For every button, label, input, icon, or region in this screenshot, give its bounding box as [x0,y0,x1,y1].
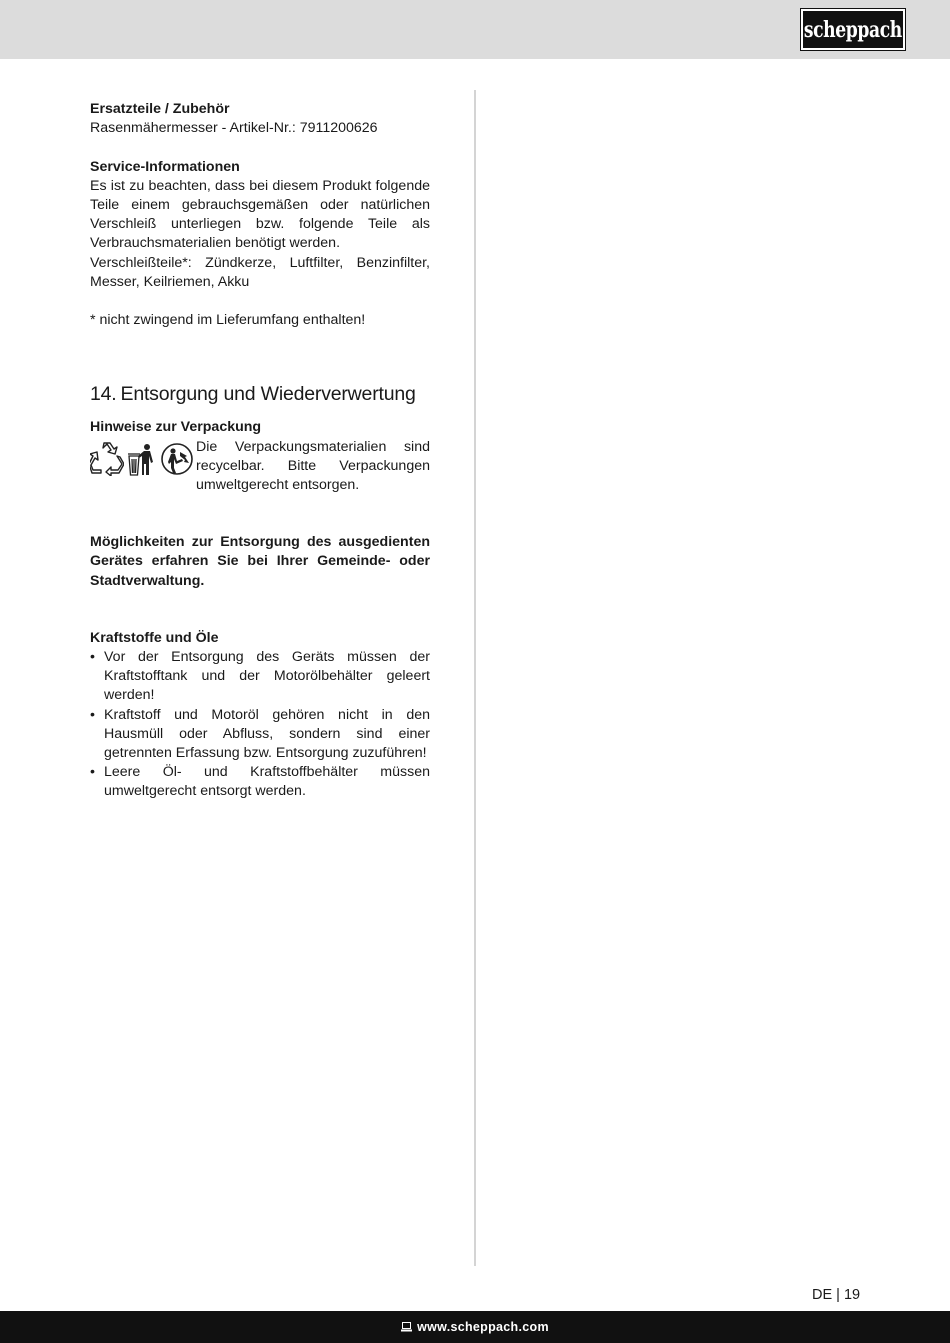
list-item: • Kraftstoff und Motoröl gehören nicht in den Hausmüll oder Abfluss, sondern sind einer getrennten Erfassung bzw. Entsorgung zuzuführen! [90,706,430,764]
recycle-person-icon [160,442,194,476]
page-number [812,1285,860,1305]
computer-icon [401,1322,412,1332]
page-separator: | [836,1287,840,1303]
left-column [90,100,430,802]
footer-url[interactable]: www.scheppach.com [417,1320,549,1334]
spacer [90,292,430,311]
packaging-heading: Hinweise zur Verpackung [90,419,262,436]
page-number-value: 19 [843,1287,861,1303]
recycling-icon [90,442,124,476]
brand-logo-text: scheppach [803,16,903,43]
spacer [90,138,430,157]
section-title [90,382,430,406]
service-heading: Service-Informationen [90,158,240,175]
packaging-row [90,438,430,496]
page-lang: DE [812,1287,833,1303]
section-title-text: Entsorgung und Wiederverwertung [120,383,416,406]
service-paragraph: Es ist zu beachten, dass bei diesem Produkt folgende Teile einem gebrauchsgemäßen oder natürlichen Verschleiß unterliegen bzw. folgende Teile als Verbrauchsmaterialien benötigt werden. [90,177,430,252]
brand-logo [801,9,905,50]
list-item: • Vor der Entsorgung des Geräts müssen der Kraftstofftank und der Motorölbehälter geleert werden! [90,648,430,706]
spare-parts-heading: Ersatzteile / Zubehör [90,101,230,117]
footnote: * nicht zwingend im Lieferumfang enthalten! [90,312,366,329]
column-divider [474,90,476,1266]
fuels-list [90,648,430,802]
fuels-heading: Kraftstoffe und Öle [90,629,219,646]
list-item: • Leere Öl- und Kraftstoffbehälter müssen umweltgerecht entsorgt werden. [90,763,430,801]
wear-parts-line: Verschleißteile*: Zündkerze, Luftfilter, Benzinfilter, Messer, Keilriemen, Akku [90,254,430,290]
packaging-icons [90,440,196,478]
footer-bar [0,1311,950,1343]
header-bar [0,0,950,59]
disposal-note: Möglichkeiten zur Entsorgung des ausgedienten Gerätes erfahren Sie bei Ihrer Gemeinde- oder Stadtverwaltung. [90,534,430,589]
packaging-text: Die Verpackungsmaterialien sind recycelbar. Bitte Verpackungen umweltgerecht entsorgen. [196,438,430,494]
spare-parts-line: Rasenmähermesser - Artikel-Nr.: 7911200626 [90,120,378,137]
section-number: 14. [90,383,117,406]
waste-bin-icon [127,442,157,476]
